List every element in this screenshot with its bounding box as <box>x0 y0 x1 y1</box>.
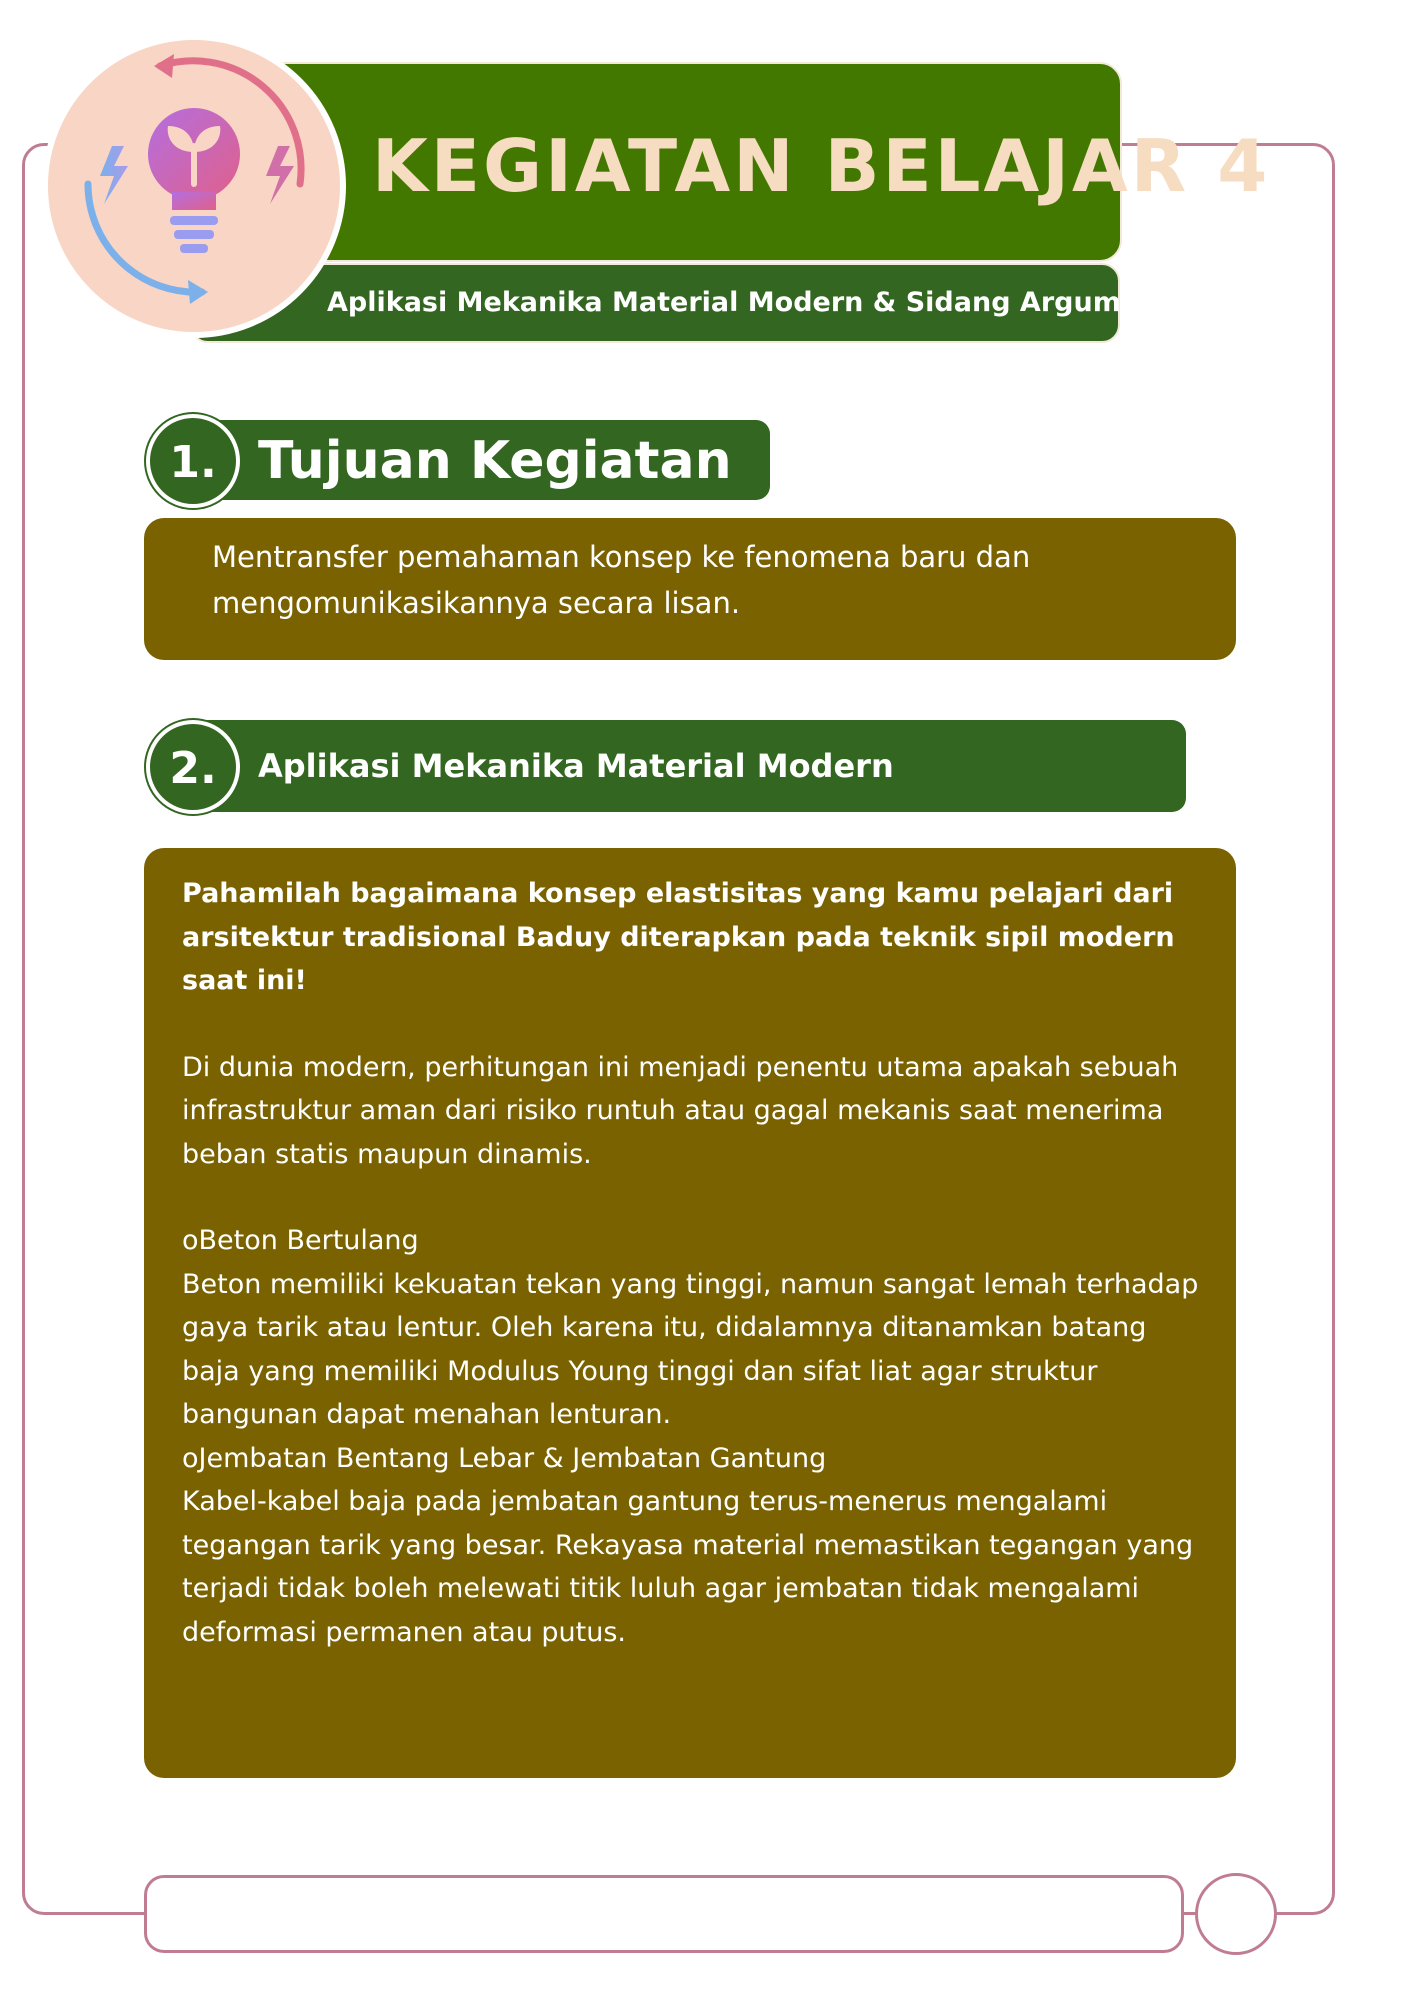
footer-bar <box>144 1875 1184 1953</box>
section-2-body <box>182 872 1202 1654</box>
item-2-title: oJembatan Bentang Lebar & Jembatan Gantung <box>182 1442 827 1474</box>
section-1-number: 1. <box>146 414 240 508</box>
item-2-body: Kabel-kabel baja pada jembatan gantung terus-menerus mengalami tegangan tarik yang besar. Rekayasa material memastikan tegangan yang terjadi tidak boleh melewati titik luluh agar jembatan tidak mengalami deformasi permanen atau putus. <box>182 1486 1194 1648</box>
section-2-title: Aplikasi Mekanika Material Modern <box>258 747 894 785</box>
lightbulb-cycle-icon <box>42 34 346 338</box>
section-1-body <box>212 534 1212 626</box>
item-1-title: oBeton Bertulang <box>182 1225 419 1256</box>
page-title: KEGIATAN BELAJAR 4 <box>372 124 1271 208</box>
section-2-intro: Pahamilah bagaimana konsep elastisitas yang kamu pelajari dari arsitektur tradisional Baduy diterapkan pada teknik sipil modern saat ini! <box>182 878 1175 996</box>
section-1-body-line-2: mengomunikasikannya secara lisan. <box>212 586 741 620</box>
section-2-number: 2. <box>146 720 240 814</box>
section-2-paragraph: Di dunia modern, perhitungan ini menjadi penentu utama apakah sebuah infrastruktur aman dari risiko runtuh atau gagal mekanis saat menerima beban statis maupun dinamis. <box>182 1051 1179 1170</box>
section-1-body-line-1: Mentransfer pemahaman konsep ke fenomena baru dan <box>212 540 1031 574</box>
section-1-title: Tujuan Kegiatan <box>258 431 732 491</box>
page-subtitle: Aplikasi Mekanika Material Modern & Sidang Argumen <box>327 287 1159 318</box>
item-1-body: Beton memiliki kekuatan tekan yang tinggi, namun sangat lemah terhadap gaya tarik atau lentur. Oleh karena itu, didalamnya ditanamkan batang baja yang memiliki Modulus Young tinggi dan sifat liat agar struktur bangunan dapat menahan lenturan. <box>182 1268 1199 1430</box>
footer-circle <box>1195 1873 1277 1955</box>
